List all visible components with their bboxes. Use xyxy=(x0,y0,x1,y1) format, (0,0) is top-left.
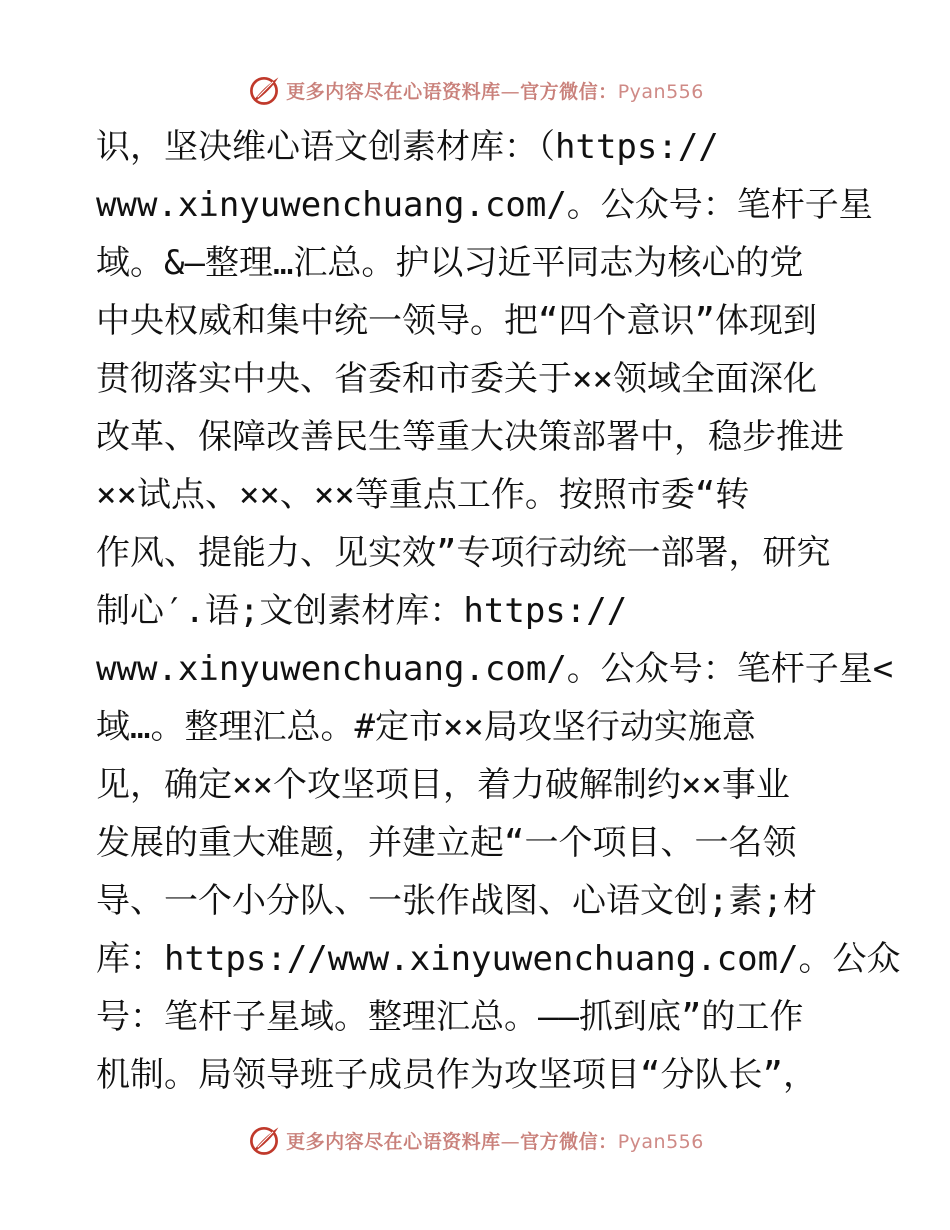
watermark-main: 更多内容尽在心语资料库 xyxy=(286,80,501,103)
watermark-text xyxy=(286,77,704,104)
footer-watermark xyxy=(0,1120,950,1160)
text-line: 机制。局领导班子成员作为攻坚项目“分队长”， xyxy=(96,1055,817,1095)
feather-pen-logo-icon xyxy=(246,72,282,108)
watermark-wechat-label: 官方微信： xyxy=(520,80,618,103)
text-line: 发展的重大难题，并建立起“一个项目、一名领 xyxy=(96,823,797,863)
watermark-main: 更多内容尽在心语资料库 xyxy=(286,1130,501,1153)
watermark-dash: — xyxy=(500,1130,521,1153)
text-line: 号：笔杆子星域。整理汇总。——抓到底”的工作 xyxy=(96,997,804,1037)
watermark-wechat-id: Pyan556 xyxy=(617,80,704,103)
text-line: www.xinyuwenchuang.com/。公众号：笔杆子星< xyxy=(96,649,894,689)
body-text xyxy=(96,118,901,1104)
header-watermark xyxy=(0,70,950,110)
text-line: 识，坚决维心语文创素材库：（https:// xyxy=(96,127,719,167)
text-line: 域…。整理汇总。#定市××局攻坚行动实施意 xyxy=(96,707,756,747)
text-line: 改革、保障改善民生等重大决策部署中，稳步推进 xyxy=(96,417,844,457)
text-line: 制心′.语;文创素材库：https:// xyxy=(96,591,628,631)
text-line: 中央权威和集中统一领导。把“四个意识”体现到 xyxy=(96,301,817,341)
feather-pen-logo-icon xyxy=(246,1122,282,1158)
text-line: 贯彻落实中央、省委和市委关于××领域全面深化 xyxy=(96,359,817,399)
text-line: 见，确定××个攻坚项目，着力破解制约××事业 xyxy=(96,765,790,805)
text-line: 作风、提能力、见实效”专项行动统一部署，研究 xyxy=(96,533,831,573)
text-line: 导、一个小分队、一张作战图、心语文创;素;材 xyxy=(96,881,817,921)
watermark-wechat-label: 官方微信： xyxy=(520,1130,618,1153)
watermark-wechat-id: Pyan556 xyxy=(617,1130,704,1153)
text-line: 域。&—整理…汇总。护以习近平同志为核心的党 xyxy=(96,243,804,283)
watermark-text xyxy=(286,1127,704,1154)
watermark-dash: — xyxy=(500,80,521,103)
text-line: ××试点、××、××等重点工作。按照市委“转 xyxy=(96,475,750,515)
text-line: 库：https://www.xinyuwenchuang.com/。公众 xyxy=(96,939,901,979)
text-line: www.xinyuwenchuang.com/。公众号：笔杆子星 xyxy=(96,185,873,225)
